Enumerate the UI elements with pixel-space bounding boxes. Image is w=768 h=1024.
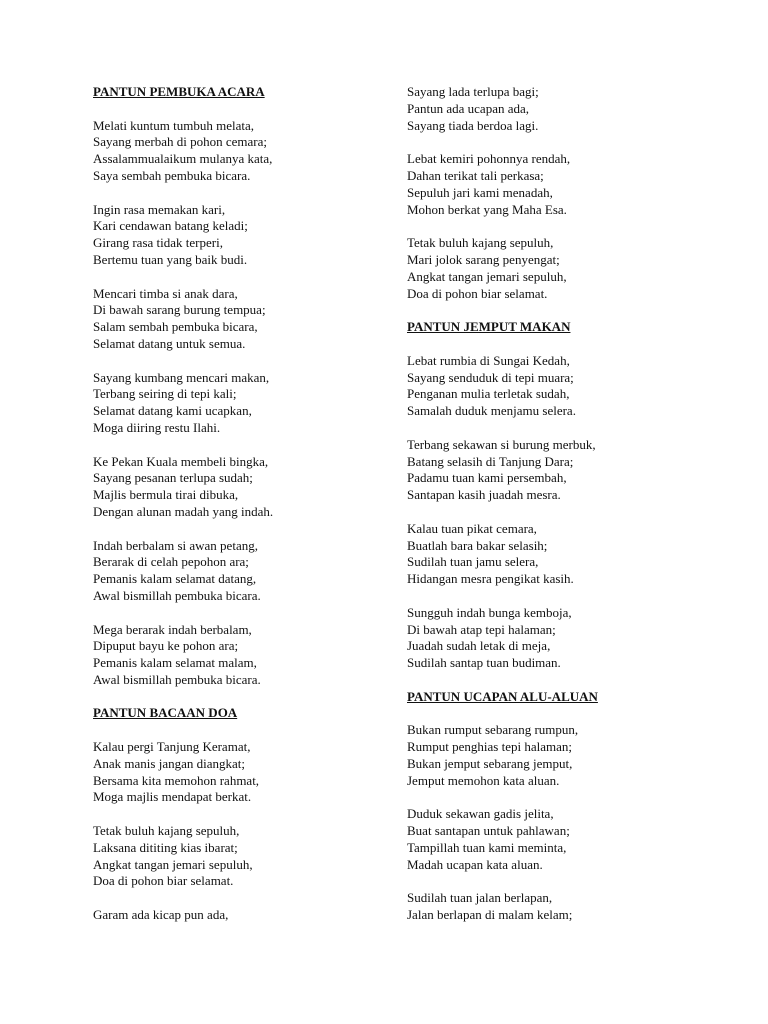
pantun-stanza <box>93 823 393 890</box>
pantun-stanza <box>93 907 393 924</box>
pantun-line: Sayang pesanan terlupa sudah; <box>93 470 253 486</box>
pantun-line: Salam sembah pembuka bicara, <box>93 319 258 335</box>
pantun-stanza <box>93 370 393 437</box>
pantun-stanza <box>407 84 707 134</box>
pantun-line: Indah berbalam si awan petang, <box>93 537 258 553</box>
pantun-line: Majlis bermula tirai dibuka, <box>93 487 239 503</box>
pantun-line: Kalau tuan pikat cemara, <box>407 520 537 536</box>
section-heading: PANTUN UCAPAN ALU-ALUAN <box>407 688 598 704</box>
pantun-line: Saya sembah pembuka bicara. <box>93 167 251 183</box>
pantun-line: Pantun ada ucapan ada, <box>407 100 530 116</box>
pantun-line: Sudilah tuan jalan berlapan, <box>407 890 553 906</box>
pantun-line: Selamat datang kami ucapkan, <box>93 403 252 419</box>
pantun-line: Ke Pekan Kuala membeli bingka, <box>93 453 269 469</box>
pantun-line: Buatlah bara bakar selasih; <box>407 537 548 553</box>
pantun-stanza <box>93 454 393 521</box>
pantun-line: Sudilah tuan jamu selera, <box>407 554 539 570</box>
pantun-line: Sayang tiada berdoa lagi. <box>407 117 539 133</box>
pantun-line: Assalammualaikum mulanya kata, <box>93 151 273 167</box>
pantun-stanza <box>93 622 393 689</box>
pantun-line: Dahan terikat tali perkasa; <box>407 167 544 183</box>
pantun-line: Girang rasa tidak terperi, <box>93 235 223 251</box>
pantun-line: Mari jolok sarang penyengat; <box>407 251 560 267</box>
pantun-line: Terbang sekawan si burung merbuk, <box>407 436 596 452</box>
pantun-stanza <box>407 605 707 672</box>
pantun-line: Bukan jemput sebarang jemput, <box>407 755 573 771</box>
pantun-line: Pemanis kalam selamat malam, <box>93 655 257 671</box>
pantun-stanza <box>93 118 393 185</box>
section-heading: PANTUN PEMBUKA ACARA <box>93 84 265 99</box>
pantun-stanza <box>407 806 707 873</box>
pantun-stanza <box>407 722 707 789</box>
pantun-line: Angkat tangan jemari sepuluh, <box>93 856 253 872</box>
pantun-line: Dipuput bayu ke pohon ara; <box>93 638 239 654</box>
pantun-stanza <box>407 235 707 302</box>
pantun-line: Doa di pohon biar selamat. <box>407 285 548 301</box>
left-column <box>93 84 393 941</box>
pantun-line: Ingin rasa memakan kari, <box>93 201 226 217</box>
pantun-line: Santapan kasih juadah mesra. <box>407 487 561 503</box>
pantun-line: Mohon berkat yang Maha Esa. <box>407 201 567 217</box>
pantun-line: Awal bismillah pembuka bicara. <box>93 671 261 687</box>
pantun-line: Mega berarak indah berbalam, <box>93 621 252 637</box>
pantun-line: Sayang senduduk di tepi muara; <box>407 369 574 385</box>
pantun-line: Di bawah atap tepi halaman; <box>407 621 556 637</box>
pantun-line: Berarak di celah pepohon ara; <box>93 554 249 570</box>
pantun-line: Rumput penghias tepi halaman; <box>407 739 572 755</box>
pantun-line: Sayang merbah di pohon cemara; <box>93 134 267 150</box>
pantun-line: Samalah duduk menjamu selera. <box>407 403 576 419</box>
pantun-line: Awal bismillah pembuka bicara. <box>93 587 261 603</box>
pantun-line: Kari cendawan batang keladi; <box>93 218 248 234</box>
pantun-line: Angkat tangan jemari sepuluh, <box>407 268 567 284</box>
pantun-stanza <box>93 286 393 353</box>
pantun-line: Anak manis jangan diangkat; <box>93 755 245 771</box>
pantun-line: Mencari timba si anak dara, <box>93 285 238 301</box>
pantun-stanza <box>407 353 707 420</box>
pantun-line: Kalau pergi Tanjung Keramat, <box>93 739 251 755</box>
pantun-line: Tetak buluh kajang sepuluh, <box>93 823 240 839</box>
pantun-line: Dengan alunan madah yang indah. <box>93 503 274 519</box>
pantun-line: Hidangan mesra pengikat kasih. <box>407 571 574 587</box>
pantun-stanza <box>407 521 707 588</box>
pantun-stanza <box>93 538 393 605</box>
pantun-stanza <box>93 739 393 806</box>
pantun-line: Sungguh indah bunga kemboja, <box>407 604 572 620</box>
pantun-line: Penganan mulia terletak sudah, <box>407 386 570 402</box>
pantun-line: Buat santapan untuk pahlawan; <box>407 823 570 839</box>
pantun-line: Moga diiring restu Ilahi. <box>93 419 221 435</box>
pantun-line: Jalan berlapan di malam kelam; <box>407 907 573 923</box>
section-heading: PANTUN BACAAN DOA <box>93 705 238 721</box>
pantun-line: Padamu tuan kami persembah, <box>407 470 567 486</box>
pantun-line: Jemput memohon kata aluan. <box>407 772 560 788</box>
pantun-line: Lebat rumbia di Sungai Kedah, <box>407 352 570 368</box>
pantun-line: Pemanis kalam selamat datang, <box>93 571 257 587</box>
pantun-line: Sepuluh jari kami menadah, <box>407 184 553 200</box>
pantun-line: Juadah sudah letak di meja, <box>407 638 551 654</box>
pantun-stanza <box>407 890 707 924</box>
pantun-line: Bertemu tuan yang baik budi. <box>93 251 248 267</box>
right-column <box>407 84 707 941</box>
pantun-line: Moga majlis mendapat berkat. <box>93 789 252 805</box>
pantun-line: Laksana dititing kias ibarat; <box>93 839 238 855</box>
pantun-line: Madah ucapan kata aluan. <box>407 856 543 872</box>
pantun-line: Sudilah santap tuan budiman. <box>407 655 561 671</box>
pantun-stanza <box>407 437 707 504</box>
pantun-line: Lebat kemiri pohonnya rendah, <box>407 151 571 167</box>
pantun-line: Duduk sekawan gadis jelita, <box>407 806 554 822</box>
pantun-line: Melati kuntum tumbuh melata, <box>93 117 255 133</box>
pantun-line: Tampillah tuan kami meminta, <box>407 839 567 855</box>
pantun-line: Sayang lada terlupa bagi; <box>407 84 539 99</box>
pantun-line: Sayang kumbang mencari makan, <box>93 369 270 385</box>
pantun-line: Selamat datang untuk semua. <box>93 335 246 351</box>
pantun-line: Terbang seiring di tepi kali; <box>93 386 237 402</box>
pantun-line: Tetak buluh kajang sepuluh, <box>407 235 554 251</box>
pantun-line: Garam ada kicap pun ada, <box>93 907 229 923</box>
pantun-line: Di bawah sarang burung tempua; <box>93 302 266 318</box>
pantun-line: Bersama kita memohon rahmat, <box>93 772 260 788</box>
pantun-stanza <box>93 202 393 269</box>
pantun-stanza <box>407 151 707 218</box>
pantun-line: Bukan rumput sebarang rumpun, <box>407 722 579 738</box>
section-heading: PANTUN JEMPUT MAKAN <box>407 319 571 335</box>
pantun-line: Doa di pohon biar selamat. <box>93 873 234 889</box>
pantun-line: Batang selasih di Tanjung Dara; <box>407 453 574 469</box>
